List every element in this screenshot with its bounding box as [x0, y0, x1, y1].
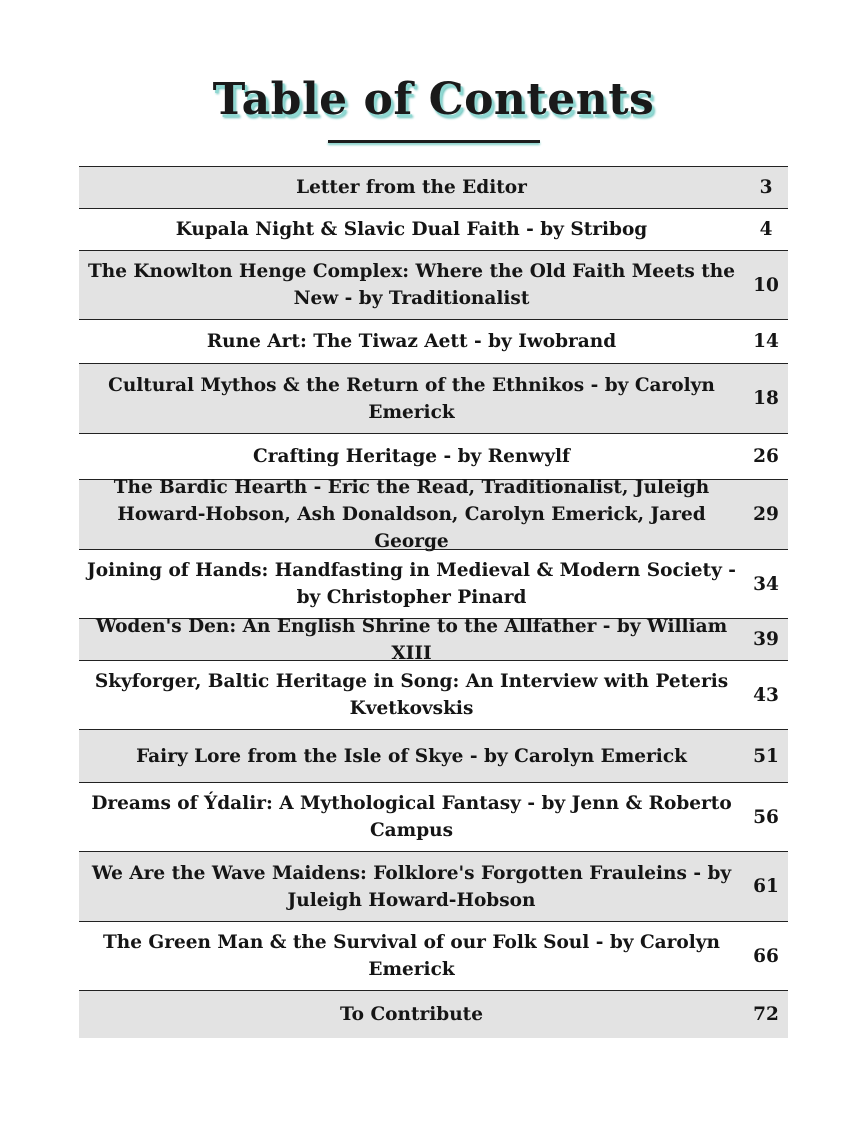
toc-row[interactable]	[79, 550, 788, 619]
toc-row[interactable]	[79, 615, 788, 664]
toc-page-number: 43	[753, 684, 779, 706]
toc-entry-title: Dreams of Ýdalir: A Mythological Fantasy - by Jenn & Roberto Campus	[91, 793, 732, 841]
toc-entry-title: We Are the Wave Maidens: Folklore's Forgotten Frauleins - by Juleigh Howard-Hobson	[91, 862, 732, 911]
toc-entry-title: The Knowlton Henge Complex: Where the Old Faith Meets the New - by Traditionalist	[88, 261, 735, 309]
toc-table	[79, 166, 788, 1038]
toc-page-number: 66	[753, 945, 779, 967]
toc-entry-title: The Green Man & the Survival of our Folk Soul - by Carolyn Emerick	[102, 932, 720, 980]
toc-page-number: 29	[753, 504, 779, 525]
toc-page-number: 72	[753, 1004, 779, 1025]
toc-entry-title: Skyforger, Baltic Heritage in Song: An Interview with Peteris Kvetkovskis	[94, 671, 729, 719]
title-underline	[328, 140, 540, 143]
toc-entry-title: Rune Art: The Tiwaz Aett - by Iwobrand	[206, 331, 617, 352]
toc-page-number: 51	[753, 745, 779, 767]
toc-entry-title: Kupala Night & Slavic Dual Faith - by Stribog	[175, 219, 648, 240]
toc-entry-title: To Contribute	[340, 1004, 483, 1025]
toc-entry-title: Crafting Heritage - by Renwylf	[252, 446, 571, 467]
toc-row[interactable]	[79, 477, 788, 552]
toc-row[interactable]	[79, 167, 788, 209]
toc-entry-title: Letter from the Editor	[296, 177, 527, 198]
toc-page-number: 61	[753, 876, 779, 897]
toc-page-number: 26	[753, 446, 779, 467]
toc-page-number: 4	[759, 219, 773, 240]
toc-row[interactable]	[79, 251, 788, 320]
page-title: Table of Contents	[212, 74, 655, 125]
toc-page-number: 18	[753, 388, 779, 409]
toc-entry-title: Woden's Den: An English Shrine to the Allfather - by William XIII	[95, 615, 728, 664]
toc-row[interactable]	[79, 783, 788, 852]
toc-page-number: 56	[753, 806, 779, 828]
toc-row[interactable]	[79, 661, 788, 730]
toc-row[interactable]	[79, 922, 788, 991]
toc-page-number: 10	[753, 274, 779, 296]
toc-entry-title: Fairy Lore from the Isle of Skye - by Carolyn Emerick	[136, 745, 687, 767]
toc-row[interactable]	[79, 730, 788, 783]
toc-entry-title: Cultural Mythos & the Return of the Ethnikos - by Carolyn Emerick	[108, 374, 715, 423]
toc-row[interactable]	[79, 209, 788, 251]
toc-page-number: 3	[759, 177, 773, 198]
toc-row[interactable]	[79, 852, 788, 922]
toc-page-number: 39	[753, 629, 779, 650]
toc-page-number: 14	[753, 331, 779, 352]
toc-entry-title: The Bardic Hearth - Eric the Read, Traditionalist, Juleigh Howard-Hobson, Ash Donaldson, Carolyn Emerick, Jared George	[113, 477, 710, 552]
toc-page-number: 34	[753, 573, 779, 595]
toc-entry-title: Joining of Hands: Handfasting in Medieval & Modern Society - by Christopher Pinard	[87, 560, 736, 608]
toc-row[interactable]	[79, 320, 788, 364]
toc-row[interactable]	[79, 364, 788, 434]
toc-row[interactable]	[79, 991, 788, 1038]
